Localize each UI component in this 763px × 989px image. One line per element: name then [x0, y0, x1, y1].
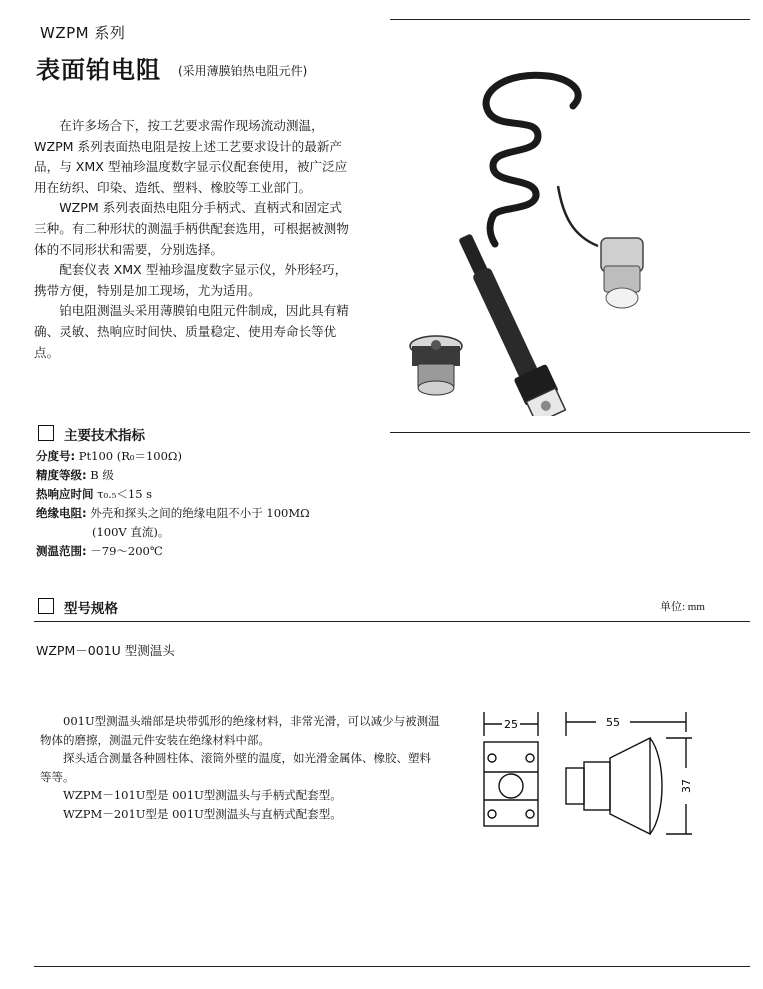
- spec-row: [36, 542, 310, 561]
- checkbox-icon: [38, 598, 54, 614]
- intro-paragraph: 铂电阻测温头采用薄膜铂电阻元件制成，因此具有精确、灵敏、热响应时间快、质量稳定、使用寿命长等优点。: [34, 303, 349, 360]
- spec-row: [36, 485, 310, 504]
- page-title: 表面铂电阻: [36, 56, 161, 84]
- spec-value: 外壳和探头之间的绝缘电阻不小于 100MΩ: [86, 506, 310, 520]
- dim-front-width: 25: [504, 718, 518, 731]
- model-title: WZPM－001U 型测温头: [36, 643, 175, 658]
- spec-value: τ₀.₅＜15 s: [93, 487, 153, 501]
- spec-value: －79～200℃: [86, 544, 163, 558]
- spec-value: (100V 直流)。: [92, 525, 170, 539]
- desc-paragraph: WZPM－101U型是 001U型测温头与手柄式配套型。: [63, 788, 342, 802]
- desc-paragraph: 探头适合测量各种圆柱体、滚筒外壁的温度，如光滑金属体、橡胶、塑料等等。: [40, 751, 431, 784]
- photo-divider: [390, 432, 750, 433]
- spec-row: [36, 523, 310, 542]
- intro-paragraph: 在许多场合下，按工艺要求需作现场流动测温，WZPM 系列表面热电阻是按上述工艺要求设计的最新产品，与 XMX 型袖珍温度数字显示仪配套使用，被广泛应用在纺织、印染、造纸、塑料、橡胶等工业部门。: [34, 118, 348, 195]
- spec-key: 绝缘电阻:: [36, 506, 87, 520]
- spec-row: [36, 466, 310, 485]
- checkbox-icon: [38, 425, 54, 441]
- model-description: [40, 712, 440, 823]
- intro-paragraph: 配套仪表 XMX 型袖珍温度数字显示仪，外形轻巧，携带方便，特别是加工现场，尤为适用。: [34, 262, 348, 298]
- intro-text: [34, 116, 354, 363]
- models-heading: 型号规格: [64, 601, 118, 617]
- dim-side-length: 55: [606, 716, 620, 729]
- coiled-cable: [486, 75, 578, 244]
- handle-probe: [450, 228, 567, 416]
- specs-list: [36, 447, 310, 561]
- bottom-rule: [34, 966, 750, 967]
- series-label: WZPM 系列: [40, 24, 126, 42]
- spec-value: Pt100 (R₀＝100Ω): [75, 449, 182, 463]
- spec-key: 分度号:: [36, 449, 76, 463]
- fixed-probe: [601, 238, 643, 308]
- side-view: [566, 712, 692, 834]
- dimension-drawing: [478, 708, 708, 838]
- intro-paragraph: WZPM 系列表面热电阻分手柄式、直柄式和固定式三种。有二种形状的测温手柄供配套选用，可根据被测物体的不同形状和需要，分别选择。: [34, 200, 349, 257]
- small-probe-head: [410, 336, 462, 395]
- spec-row: [36, 447, 310, 466]
- lead-wire: [558, 186, 598, 246]
- dim-height: 37: [680, 779, 693, 793]
- section-rule: [34, 621, 750, 622]
- spec-key: 测温范围:: [36, 544, 87, 558]
- spec-key: 精度等级:: [36, 468, 87, 482]
- spec-row: [36, 504, 310, 523]
- unit-label: 单位: mm: [660, 601, 705, 613]
- desc-paragraph: WZPM－201U型是 001U型测温头与直柄式配套型。: [63, 806, 342, 821]
- spec-key: 热响应时间: [36, 487, 94, 501]
- desc-paragraph: 001U型测温头端部是块带弧形的绝缘材料，非常光滑，可以减少与被测温物体的磨擦，测温元件安装在绝缘材料中部。: [40, 714, 440, 747]
- page-subtitle: (采用薄膜铂热电阻元件): [178, 64, 308, 78]
- product-photo: [398, 66, 658, 416]
- spec-value: B 级: [86, 468, 114, 482]
- top-rule: [390, 19, 750, 20]
- specs-heading: 主要技术指标: [64, 428, 145, 444]
